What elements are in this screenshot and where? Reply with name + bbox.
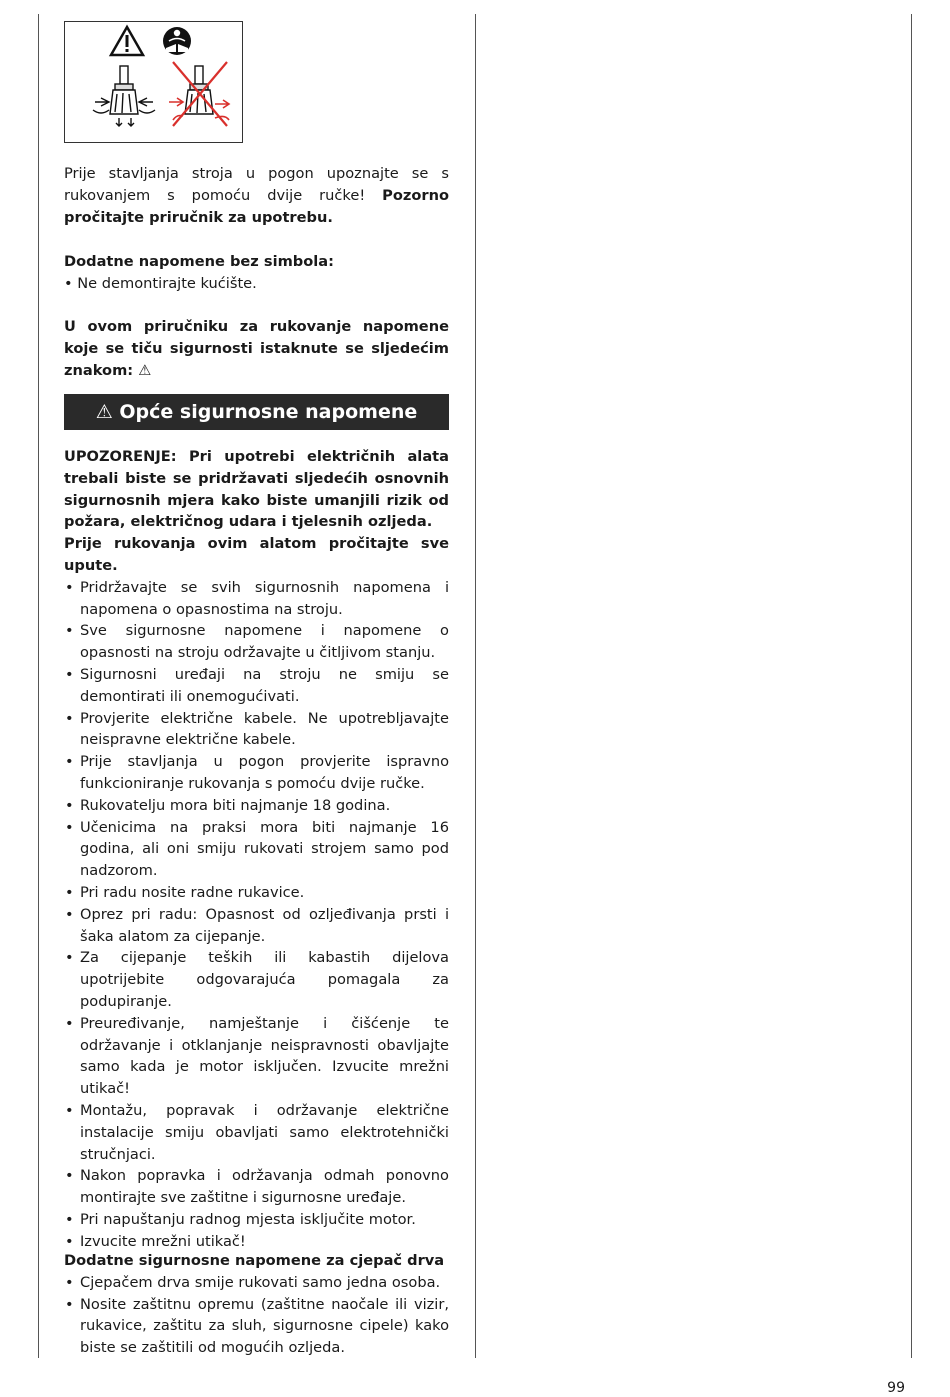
safety-pictogram-box: [64, 21, 243, 143]
list-item: • Oprez pri radu: Opasnost od ozljeđivanja prsti i šaka alatom za cijepanje.: [64, 904, 449, 948]
left-border-line: [38, 14, 39, 1358]
warning-text: UPOZORENJE: Pri upotrebi električnih alata trebali biste se pridržavati sljedećih osnovnih sigurnosnih mjera kako biste umanjili rizik od požara, električnog udara i tjelesnih ozljeda.: [64, 448, 449, 531]
right-border-line: [911, 14, 912, 1358]
list-item: • Nosite zaštitnu opremu (zaštitne naočale ili vizir, rukavice, zaštitu za sluh, sigurnosne cipele) kako biste se zaštitili od mogućih ozljeda.: [64, 1294, 449, 1359]
extra-notes-item: • Ne demontirajte kućište.: [64, 274, 257, 292]
two-hand-operation-icon: [93, 66, 155, 126]
warning-triangle-icon: ⚠: [95, 401, 113, 423]
extra-notes-block: [64, 251, 449, 295]
splitter-heading: Dodatne sigurnosne napomene za cjepač drva: [64, 1252, 445, 1269]
general-safety-block: [64, 446, 449, 1252]
intro-text: Prije stavljanja stroja u pogon upoznajte se s rukovanjem s pomoću dvije ručke!: [64, 165, 449, 204]
marking-note: U ovom priručniku za rukovanje napomene koje se tiču sigurnosti istaknute se sljedećim znakom: ⚠: [64, 318, 449, 379]
splitter-safety-list: [64, 1272, 449, 1359]
list-item: • Pridržavajte se svih sigurnosnih napomena i napomena o opasnostima na stroju.: [64, 577, 449, 621]
general-safety-list: [64, 577, 449, 1253]
list-item: • Montažu, popravak i održavanje električne instalacije smiju obavljati samo elektrotehnički stručnjaci.: [64, 1100, 449, 1165]
warning-triangle-icon: [111, 27, 143, 55]
intro-paragraph: [64, 163, 449, 228]
list-item: • Preuređivanje, namještanje i čišćenje te održavanje i otklanjanje neispravnosti obavljajte samo kada je motor isključen. Izvucite mrežni utikač!: [64, 1013, 449, 1100]
read-all-instructions: Prije rukovanja ovim alatom pročitajte sve upute.: [64, 535, 449, 574]
list-item: • Sve sigurnosne napomene i napomene o opasnosti na stroju održavajte u čitljivom stanju.: [64, 620, 449, 664]
intro-bold-text: Pozorno pročitajte priručnik za upotrebu.: [64, 186, 449, 226]
section-title: Opće sigurnosne napomene: [119, 401, 418, 423]
list-item: • Sigurnosni uređaji na stroju ne smiju se demontirati ili onemogućivati.: [64, 664, 449, 708]
section-title-bar: [64, 394, 449, 430]
list-item: • Pri radu nosite radne rukavice.: [64, 882, 449, 904]
list-item: • Cjepačem drva smije rukovati samo jedna osoba.: [64, 1272, 449, 1294]
page-number: 99: [887, 1380, 905, 1396]
list-item: • Nakon popravka i održavanja odmah ponovno montirajte sve zaštitne i sigurnosne uređaje.: [64, 1165, 449, 1209]
one-hand-forbidden-icon: [169, 62, 229, 126]
extra-notes-heading: Dodatne napomene bez simbola:: [64, 253, 334, 270]
read-manual-icon: [163, 27, 191, 55]
center-divider-line: [475, 14, 476, 1358]
list-item: • Učenicima na praksi mora biti najmanje 16 godina, ali oni smiju rukovati strojem samo pod nadzorom.: [64, 817, 449, 882]
list-item: • Prije stavljanja u pogon provjerite ispravno funkcioniranje rukovanja s pomoću dvije ručke.: [64, 751, 449, 795]
list-item: • Rukovatelju mora biti najmanje 18 godina.: [64, 795, 449, 817]
splitter-safety-block: [64, 1250, 449, 1359]
safety-pictogram: [65, 22, 242, 142]
list-item: • Provjerite električne kabele. Ne upotrebljavajte neispravne električne kabele.: [64, 708, 449, 752]
list-item: • Za cijepanje teških ili kabastih dijelova upotrijebite odgovarajuća pomagala za podupiranje.: [64, 947, 449, 1012]
list-item: • Pri napuštanju radnog mjesta isključite motor.: [64, 1209, 449, 1231]
list-item: • Izvucite mrežni utikač!: [64, 1231, 449, 1253]
